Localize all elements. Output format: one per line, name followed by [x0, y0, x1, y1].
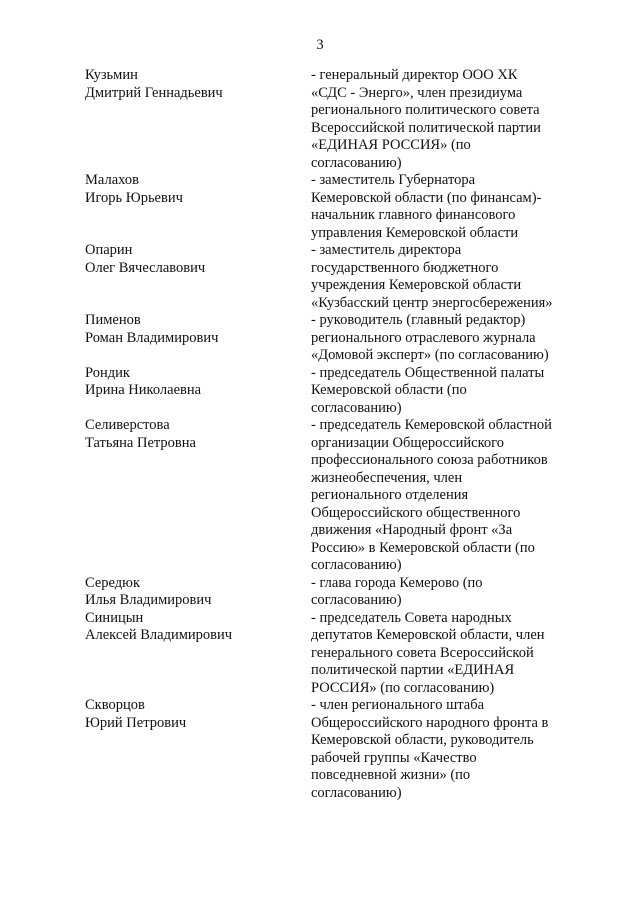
given-names: Илья Владимирович [85, 592, 212, 608]
member-entry [85, 67, 585, 172]
member-entry [85, 312, 585, 365]
position-line: Кемеровской области, руководитель [311, 732, 534, 748]
surname: Селиверстова [85, 417, 170, 433]
position-line: «СДС - Энерго», член президиума [311, 84, 523, 101]
position-line: генерального совета Всероссийской [311, 644, 534, 661]
surname: Синицын [85, 609, 144, 626]
given-names: Дмитрий Геннадьевич [85, 84, 223, 101]
position-line: согласованию) [311, 154, 402, 171]
position-line: повседневной жизни» (по [311, 767, 471, 783]
given-names: Олег Вячеславович [85, 259, 206, 276]
surname: Рондик [85, 364, 130, 381]
member-position [311, 417, 585, 575]
member-entry [85, 417, 585, 575]
member-name [85, 575, 311, 610]
position-line: - заместитель Губернатора [311, 172, 476, 188]
member-name [85, 365, 311, 400]
position-line: Всероссийской политической партии [311, 119, 541, 136]
position-line: Россию» в Кемеровской области (по [311, 539, 535, 556]
position-line: согласованию) [311, 557, 402, 573]
member-name [85, 417, 311, 452]
position-line: жизнеобеспечения, член [311, 469, 463, 486]
surname: Скворцов [85, 697, 145, 713]
position-line: согласованию) [311, 399, 402, 416]
position-line: регионального отраслевого журнала [311, 329, 536, 346]
position-line: учреждения Кемеровской области [311, 277, 522, 293]
position-line: политической партии «ЕДИНАЯ [311, 662, 515, 678]
member-entry [85, 365, 585, 418]
position-line: организации Общероссийского [311, 434, 505, 451]
given-names: Алексей Владимирович [85, 627, 233, 643]
member-entry [85, 242, 585, 312]
surname: Середюк [85, 574, 141, 591]
position-line: движения «Народный фронт «За [311, 522, 513, 538]
position-line: - председатель Совета народных [311, 609, 512, 626]
position-line: - глава города Кемерово (по [311, 574, 483, 591]
position-line: - председатель Кемеровской областной [311, 417, 552, 433]
position-line: «Кузбасский центр энергосбережения» [311, 294, 553, 311]
surname: Малахов [85, 172, 139, 188]
position-line: РОССИЯ» (по согласованию) [311, 679, 495, 696]
position-line: «Домовой эксперт» (по согласованию) [311, 347, 549, 363]
member-position [311, 312, 585, 365]
position-line: регионального отделения [311, 487, 469, 503]
member-name [85, 242, 311, 277]
given-names: Игорь Юрьевич [85, 189, 183, 206]
given-names: Роман Владимирович [85, 329, 219, 346]
members-list [85, 67, 585, 802]
position-line: - заместитель директора [311, 242, 462, 258]
given-names: Ирина Николаевна [85, 382, 202, 398]
position-line: депутатов Кемеровской области, член [311, 627, 545, 643]
member-entry [85, 697, 585, 802]
position-line: - руководитель (главный редактор) [311, 312, 526, 328]
position-line: - председатель Общественной палаты [311, 364, 545, 381]
position-line: начальник главного финансового [311, 207, 516, 223]
position-line: государственного бюджетного [311, 259, 499, 276]
surname: Опарин [85, 242, 133, 258]
member-name [85, 172, 311, 207]
position-line: Кемеровской области (по финансам)- [311, 189, 542, 206]
position-line: - генеральный директор ООО ХК [311, 67, 518, 83]
member-position [311, 242, 585, 312]
position-line: согласованию) [311, 592, 402, 608]
position-line: Кемеровской области (по [311, 382, 467, 398]
member-position [311, 172, 585, 242]
member-position [311, 67, 585, 172]
position-line: регионального политического совета [311, 102, 540, 118]
member-position [311, 697, 585, 802]
position-line: согласованию) [311, 784, 402, 801]
member-name [85, 697, 311, 732]
position-line: «ЕДИНАЯ РОССИЯ» (по [311, 137, 471, 153]
position-line: Общероссийского народного фронта в [311, 714, 549, 731]
position-line: рабочей группы «Качество [311, 749, 477, 766]
member-entry [85, 610, 585, 698]
page-number: 3 [316, 37, 324, 53]
member-position [311, 610, 585, 698]
member-position [311, 575, 585, 610]
surname: Пименов [85, 312, 141, 328]
position-line: Общероссийского общественного [311, 504, 521, 521]
position-line: профессионального союза работников [311, 452, 548, 468]
member-position [311, 365, 585, 418]
surname: Кузьмин [85, 67, 138, 83]
member-name [85, 67, 311, 102]
member-name [85, 312, 311, 347]
position-line: управления Кемеровской области [311, 224, 519, 241]
position-line: - член регионального штаба [311, 697, 485, 713]
member-name [85, 610, 311, 645]
member-entry [85, 575, 585, 610]
given-names: Татьяна Петровна [85, 434, 196, 451]
member-entry [85, 172, 585, 242]
given-names: Юрий Петрович [85, 714, 187, 731]
